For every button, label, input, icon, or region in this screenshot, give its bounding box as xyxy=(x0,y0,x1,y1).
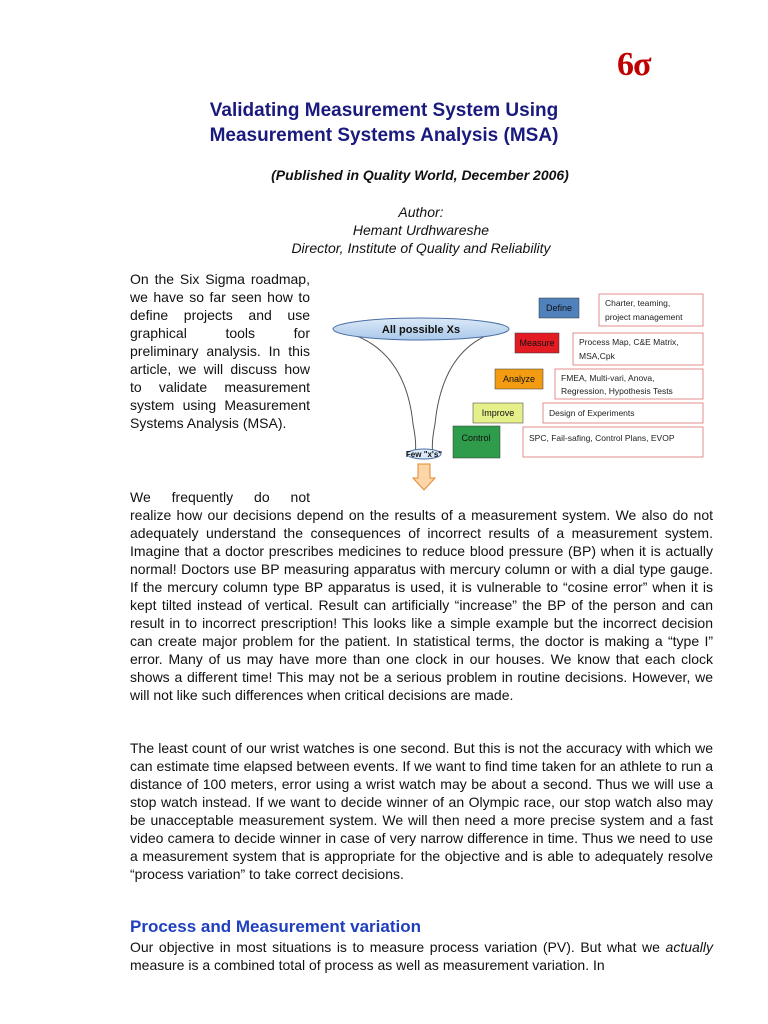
publication-note: (Published in Quality World, December 2006) xyxy=(271,167,569,183)
author-label: Author: xyxy=(398,204,444,220)
phase-control-desc-1: SPC, Fail-safing, Control Plans, EVOP xyxy=(529,433,675,443)
phase-analyze-label: Analyze xyxy=(502,374,536,384)
author-block xyxy=(0,203,768,257)
phase-analyze-desc-2: Regression, Hypothesis Tests xyxy=(561,386,673,396)
title-line-2: Measurement Systems Analysis (MSA) xyxy=(209,125,559,146)
down-arrow xyxy=(413,464,435,490)
phase-analyze-desc-1: FMEA, Multi-vari, Anova, xyxy=(561,373,655,383)
phase-define-desc-1: Charter, teaming, xyxy=(605,298,671,308)
phase-measure-desc-2: MSA,Cpk xyxy=(579,351,615,361)
paragraph-3 xyxy=(130,938,713,974)
phase-control-label: Control xyxy=(461,433,491,443)
phase-measure-desc-1: Process Map, C&E Matrix, xyxy=(579,337,679,347)
six-sigma-logo: 6σ xyxy=(617,46,651,83)
phase-define-desc-2: project management xyxy=(605,312,683,322)
phase-define-label: Define xyxy=(545,303,573,313)
funnel-left-side xyxy=(337,330,416,454)
dmaic-funnel-diagram xyxy=(325,284,710,494)
author-role: Director, Institute of Quality and Reliability xyxy=(291,240,551,256)
funnel-top-label: All possible Xs xyxy=(381,324,461,336)
paragraph-1: realize how our decisions depend on the results of a measurement system. We also do not adequately understand the consequences of incorrect results of a measurement system. Imagine that a doctor prescribes medicines to reduce blood pressure (BP) when it is actually normal! Doctors use BP measuring apparatus with mercury column or with a dial type gauge. If the mercury column type BP apparatus is used, it is vulnerable to “cosine error” when it is kept tilted instead of vertical. Result can artificially “increase” the BP of the person and can result in to incorrect prescription! This looks like a simple example but the incorrect decision can create major problem for the patient. In statistical terms, the doctor is making a “type I” error. Many of us may have more than one clock in our houses. We know that each clock shows a different time! This may not be a serious problem in routine decisions. However, we will not like such differences when critical decisions are made. xyxy=(130,507,713,703)
paragraph-3-emphasis: actually xyxy=(665,939,713,955)
paragraph-2: The least count of our wrist watches is one second. But this is not the accuracy with which we can estimate time elapsed between events. If we want to find time taken for an athlete to run a distance of 100 meters, error using a wrist watch may be about a second. Thus we will use a stop watch instead. If we want to decide winner of an Olympic race, our stop watch also may be unacceptable measurement system. We will then need a more precise system and a fast video camera to decide winner in case of very narrow difference in time. Thus we need to use a measurement system that is appropriate for the objective and is able to adequately resolve “process variation” to take correct decisions. xyxy=(130,740,713,882)
paragraph-1-start: We frequently do not xyxy=(130,489,310,505)
intro-paragraph: On the Six Sigma roadmap, we have so far seen how to define projects and use graphical tools for preliminary analysis. In this article, we will discuss how to validate measurement system using Measurement Systems Analysis (MSA). xyxy=(130,271,310,431)
paragraph-3-part-2: measure is a combined total of process as well as measurement variation. In xyxy=(130,957,605,973)
phase-improve-label: Improve xyxy=(481,408,515,418)
author-name: Hemant Urdhwareshe xyxy=(352,222,490,238)
title-line-1: Validating Measurement System Using xyxy=(209,100,559,121)
section-heading: Process and Measurement variation xyxy=(130,917,422,936)
phase-improve-desc-1: Design of Experiments xyxy=(549,408,635,418)
funnel-bottom-label: Few "x's" xyxy=(405,450,443,459)
document-title xyxy=(0,98,768,148)
paragraph-3-part-1: Our objective in most situations is to measure process variation (PV). But what we xyxy=(130,939,666,955)
phase-measure-label: Measure xyxy=(519,338,555,348)
